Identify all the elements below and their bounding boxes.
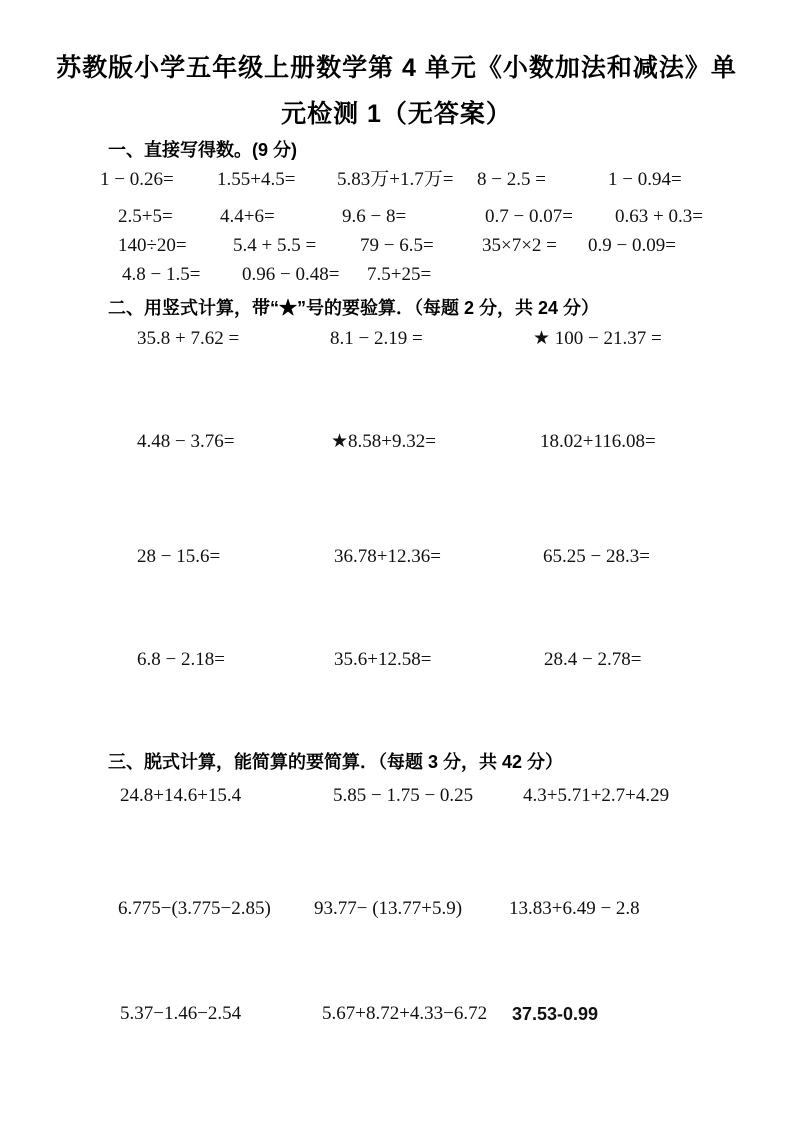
section1-heading: 一、直接写得数。(9 分) [108,140,297,160]
math-problem: 28.4 − 2.78= [544,649,642,670]
math-problem: 140÷20= [118,235,187,256]
math-problem: 65.25 − 28.3= [543,546,650,567]
math-problem: 4.3+5.71+2.7+4.29 [523,785,670,806]
math-problem: 5.37−1.46−2.54 [120,1003,242,1024]
math-problem: 37.53-0.99 [512,1004,599,1024]
math-problem: 4.48 − 3.76= [137,431,235,452]
math-problem: 35.6+12.58= [334,649,432,670]
math-problem: 24.8+14.6+15.4 [120,785,242,806]
section3-heading: 三、脱式计算，能简算的要简算．（每题 3 分，共 42 分） [108,752,564,772]
math-problem: 1 − 0.94= [608,169,682,190]
math-problem: 8 − 2.5 = [477,169,546,190]
page-title-line2: 元检测 1（无答案） [281,100,512,128]
math-problem: 9.6 − 8= [342,206,407,227]
math-problem: 1.55+4.5= [217,169,296,190]
math-problem: 5.4 + 5.5 = [233,235,317,256]
math-problem: 93.77− (13.77+5.9) [314,898,463,919]
section2-heading: 二、用竖式计算，带“★”号的要验算．（每题 2 分，共 24 分） [108,298,600,318]
math-problem: 5.85 − 1.75 − 0.25 [333,785,474,806]
math-problem: 4.8 − 1.5= [122,264,201,285]
math-problem: 18.02+116.08= [540,431,656,452]
math-problem: 36.78+12.36= [334,546,441,567]
math-problem: 13.83+6.49 − 2.8 [509,898,640,919]
math-problem: 5.67+8.72+4.33−6.72 [322,1003,488,1024]
math-problem: 0.63 + 0.3= [615,206,703,227]
math-problem: 0.7 − 0.07= [485,206,573,227]
math-problem: 6.8 − 2.18= [137,649,225,670]
math-problem: 28 − 15.6= [137,546,221,567]
math-problem: ★8.58+9.32= [331,431,436,452]
math-problem: 8.1 − 2.19 = [330,328,423,349]
math-problem: 4.4+6= [220,206,275,227]
math-problem: 0.9 − 0.09= [588,235,676,256]
math-problem: 7.5+25= [367,264,432,285]
math-problem: 2.5+5= [118,206,173,227]
math-problem: 5.83万+1.7万= [337,169,454,190]
math-problem: 79 − 6.5= [360,235,434,256]
math-problem: ★ 100 − 21.37 = [533,328,662,349]
math-problem: 35.8 + 7.62 = [137,328,240,349]
math-problem: 6.775−(3.775−2.85) [118,898,271,919]
math-problem: 0.96 − 0.48= [242,264,340,285]
math-problem: 35×7×2 = [482,235,557,256]
page-title-line1: 苏教版小学五年级上册数学第 4 单元《小数加法和减法》单 [56,54,737,82]
math-problem: 1 − 0.26= [100,169,174,190]
